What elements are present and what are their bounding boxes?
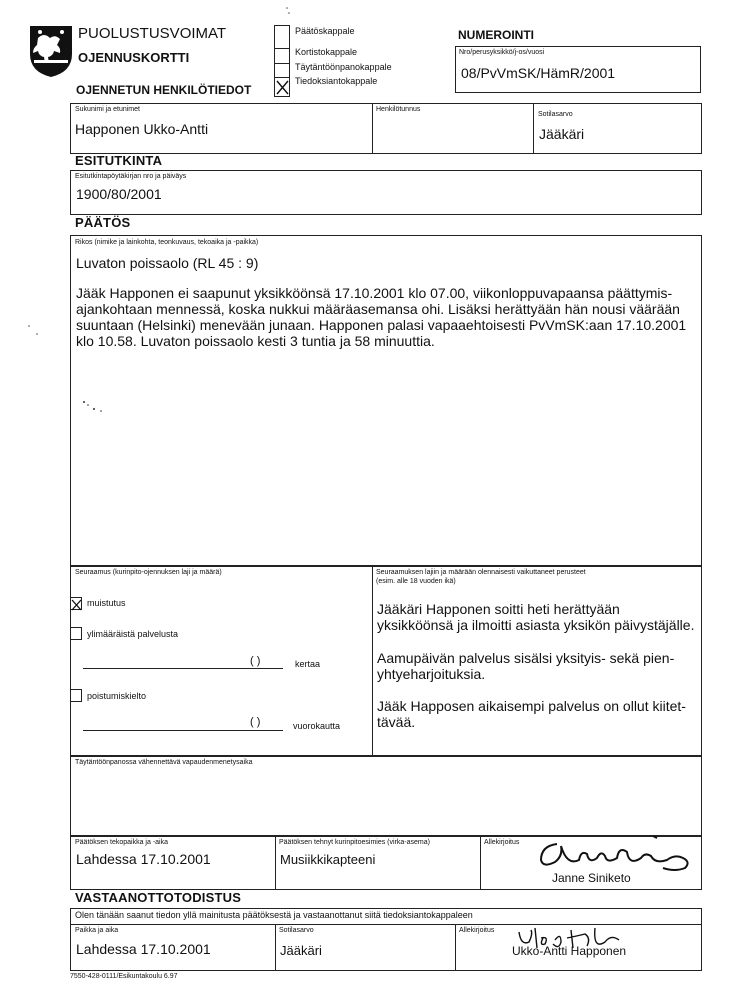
offense-name: Luvaton poissaolo (RL 45 : 9) [76, 255, 259, 271]
decision-title: PÄÄTÖS [75, 215, 131, 230]
rank-label: Sotilasarvo [538, 111, 573, 118]
numbering-label: Nro/perusyksikkö/j-os/vuosi [459, 49, 545, 56]
deduction-label: Täytäntöönpanossa vähennettävä vapaudenmenetysaika [75, 759, 253, 766]
grounds-line-7: Jääk Happosen aikaisempi palvelus on ollut kiitet- [377, 698, 686, 714]
offense-label: Rikos (nimike ja lainkohta, teonkuvaus, tekoaika ja -paikka) [75, 239, 259, 246]
officer-value: Musiikkikapteeni [280, 852, 376, 867]
id-label: Henkilötunnus [376, 106, 421, 113]
numbering-title: NUMEROINTI [458, 28, 534, 42]
signer-name: Janne Siniketo [552, 871, 631, 885]
option-reprimand-label: muistutus [87, 598, 126, 608]
officer-label: Päätöksen tehnyt kurinpitoesimies (virka-asema) [279, 839, 430, 846]
rank-value: Jääkäri [539, 126, 585, 142]
grounds-line-4: Aamupäivän palvelus sisälsi yksityis- sekä pien- [377, 650, 675, 666]
receipt-place-value: Lahdessa 17.10.2001 [76, 941, 211, 957]
offense-description-line-4: klo 10.58. Luvaton poissaolo kesti 3 tuntia ja 58 minuuttia. [76, 333, 435, 349]
leave-ban-paren: ( ) [250, 716, 261, 728]
grounds-line-2: yksikköönsä ja ilmoitti asiasta yksikön päivystäjälle. [377, 617, 695, 633]
copy-label-decision: Päätöskappale [295, 26, 355, 36]
form-code: 7550-428-0111/Esikuntakoulu 6.97 [70, 973, 178, 980]
offense-description-line-2: ajankohtaan mennessä, koska nukkui määräasemansa ohi. Lisäksi herättyään hän nousi väärään [76, 301, 680, 317]
pretrial-value: 1900/80/2001 [76, 186, 162, 202]
form-title: OJENNUSKORTTI [78, 50, 190, 65]
name-value: Happonen Ukko-Antti [75, 121, 209, 137]
receipt-statement: Olen tänään saanut tiedon yllä mainitusta päätöksestä ja vastaanottanut siitä tiedoksiantokappaleen [75, 910, 473, 920]
numbering-value: 08/PvVmSK/HämR/2001 [461, 65, 616, 81]
option-extra-duty-label: ylimääräistä palvelusta [87, 629, 179, 639]
pretrial-label: Esitutkintapöytäkirjan nro ja päiväys [75, 173, 187, 180]
grounds-line-8: tävää. [377, 714, 416, 730]
sanction-label: Seuraamus (kurinpito-ojennuksen laji ja määrä) [75, 569, 222, 576]
decision-place-label: Päätöksen tekopaikka ja -aika [75, 839, 168, 846]
org-name: PUOLUSTUSVOIMAT [78, 25, 227, 42]
offense-description-line-1: Jääk Happonen ei saapunut yksikköönsä 17.10.2001 klo 07.00, viikonloppuvapaansa päättymis- [76, 285, 673, 301]
receipt-place-label: Paikka ja aika [75, 927, 119, 934]
extra-duty-paren: ( ) [250, 655, 261, 667]
grounds-line-5: yhtyeharjoituksia. [377, 666, 486, 682]
grounds-label: Seuraamuksen lajiin ja määrään olennaisesti vaikuttaneet perusteet [376, 569, 586, 576]
receipt-rank-value: Jääkäri [280, 943, 322, 958]
copy-label-enforcement: Täytäntöönpanokappale [295, 62, 392, 72]
copy-label-registry: Kortistokappale [295, 47, 358, 57]
grounds-label-note: (esim. alle 18 vuoden ikä) [376, 578, 456, 585]
pretrial-title: ESITUTKINTA [75, 153, 163, 168]
receipt-title: VASTAANOTTOTODISTUS [75, 890, 242, 905]
signature-label: Allekirjoitus [484, 839, 520, 846]
decision-place-value: Lahdessa 17.10.2001 [76, 851, 211, 867]
option-leave-ban-label: poistumiskielto [87, 691, 147, 701]
receipt-rank-label: Sotilasarvo [279, 927, 314, 934]
extra-duty-unit: kertaa [295, 659, 321, 669]
grounds-line-1: Jääkäri Happonen soitti heti herättyään [377, 601, 620, 617]
leave-ban-unit: vuorokautta [293, 721, 341, 731]
receipt-signature-label: Allekirjoitus [459, 927, 495, 934]
name-label: Sukunimi ja etunimet [75, 106, 140, 113]
copy-label-notification: Tiedoksiantokappale [295, 76, 378, 86]
subtitle: OJENNETUN HENKILÖTIEDOT [76, 83, 252, 97]
recipient-name: Ukko-Antti Happonen [512, 944, 627, 958]
offense-description-line-3: suuntaan (Helsinki) menevään junaan. Happonen palasi vapaaehtoisesti PvVmSK:aan 17.10.2001 [76, 317, 687, 333]
